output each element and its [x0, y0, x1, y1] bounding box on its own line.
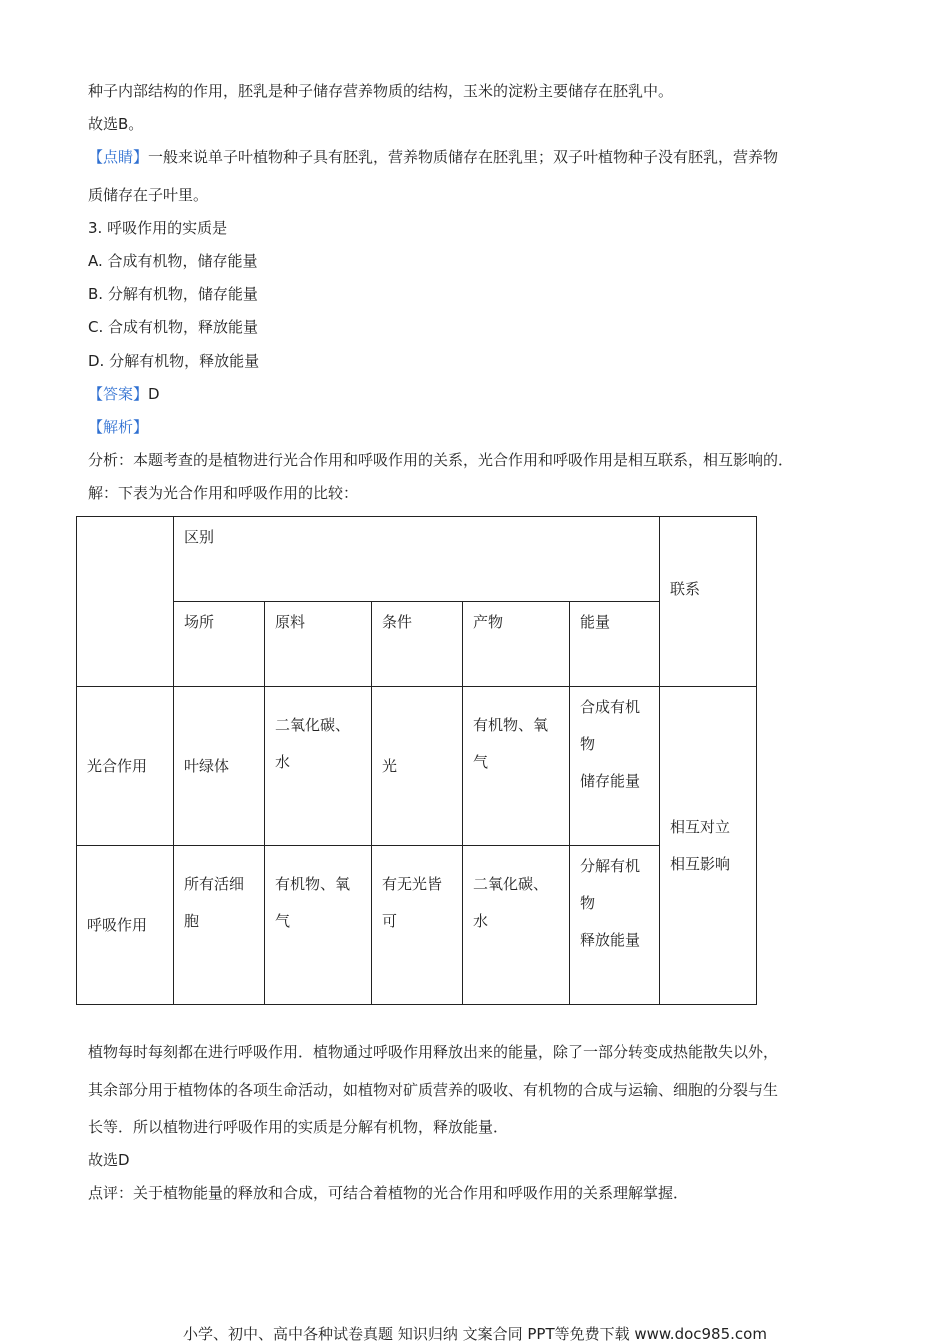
table-corner-cell: [77, 517, 174, 687]
row-name: 光合作用: [77, 687, 174, 846]
cell-place: 所有活细 胞: [174, 846, 265, 1005]
row-name: 呼吸作用: [77, 846, 174, 1005]
paragraph-line: 种子内部结构的作用，胚乳是种子储存营养物质的结构，玉米的淀粉主要储存在胚乳中。: [88, 82, 674, 100]
option-a: A. 合成有机物，储存能量: [88, 252, 258, 270]
dianjing-text: 一般来说单子叶植物种子具有胚乳，营养物质储存在胚乳里；双子叶植物种子没有胚乳，营养物: [148, 148, 779, 166]
cell-energy: 分解有机 物 释放能量: [570, 846, 660, 1005]
page-footer: 小学、初中、高中各种试卷真题 知识归纳 文案合同 PPT等免费下载 www.doc985.com: [183, 1325, 767, 1343]
option-b: B. 分解有机物，储存能量: [88, 285, 258, 303]
table-row: [77, 846, 757, 1005]
answer-value: D: [148, 385, 160, 403]
option-d: D. 分解有机物，释放能量: [88, 352, 260, 370]
dianjing-line: [88, 147, 778, 167]
question-stem: 3. 呼吸作用的实质是: [88, 219, 228, 237]
comparison-table: [76, 516, 757, 1005]
table-header-group: 区别: [174, 517, 660, 602]
analysis-tag: 【解析】: [88, 418, 149, 436]
table-row: [77, 687, 757, 846]
conclusion-line: 其余部分用于植物体的各项生命活动，如植物对矿质营养的吸收、有机物的合成与运输、细胞的分裂与生: [88, 1081, 779, 1099]
table-header-link: 联系: [660, 517, 757, 687]
cell-energy: 合成有机 物 储存能量: [570, 687, 660, 846]
cell-product: 有机物、氧 气: [463, 687, 570, 846]
table-col-header: 能量: [570, 602, 660, 687]
analysis-line: 分析：本题考查的是植物进行光合作用和呼吸作用的关系，光合作用和呼吸作用是相互联系，相互影响的．: [88, 451, 794, 469]
cell-product: 二氧化碳、 水: [463, 846, 570, 1005]
cell-condition: 有无光皆 可: [372, 846, 463, 1005]
cell-material: 有机物、氧 气: [265, 846, 372, 1005]
cell-link: 相互对立 相互影响: [660, 687, 757, 1005]
table-col-header: 原料: [265, 602, 372, 687]
comment-line: 点评：关于植物能量的释放和合成，可结合着植物的光合作用和呼吸作用的关系理解掌握．: [88, 1184, 689, 1202]
cell-condition: 光: [372, 687, 463, 846]
answer-tag: 【答案】: [88, 385, 149, 403]
table-col-header: 产物: [463, 602, 570, 687]
paragraph-line: 故选B。: [88, 115, 144, 133]
conclusion-line: 长等．所以植物进行呼吸作用的实质是分解有机物，释放能量．: [88, 1118, 509, 1136]
table-col-header: 场所: [174, 602, 265, 687]
dianjing-tag: 【点睛】: [88, 148, 149, 166]
cell-material: 二氧化碳、 水: [265, 687, 372, 846]
table-col-header: 条件: [372, 602, 463, 687]
choose-line: 故选D: [88, 1151, 130, 1169]
conclusion-line: 植物每时每刻都在进行呼吸作用．植物通过呼吸作用释放出来的能量，除了一部分转变成热能散失以外，: [88, 1043, 779, 1061]
option-c: C. 合成有机物，释放能量: [88, 318, 259, 336]
paragraph-line: 质储存在子叶里。: [88, 186, 209, 204]
cell-place: 叶绿体: [174, 687, 265, 846]
answer-line: [88, 384, 160, 404]
analysis-line: 解：下表为光合作用和呼吸作用的比较：: [88, 484, 359, 502]
